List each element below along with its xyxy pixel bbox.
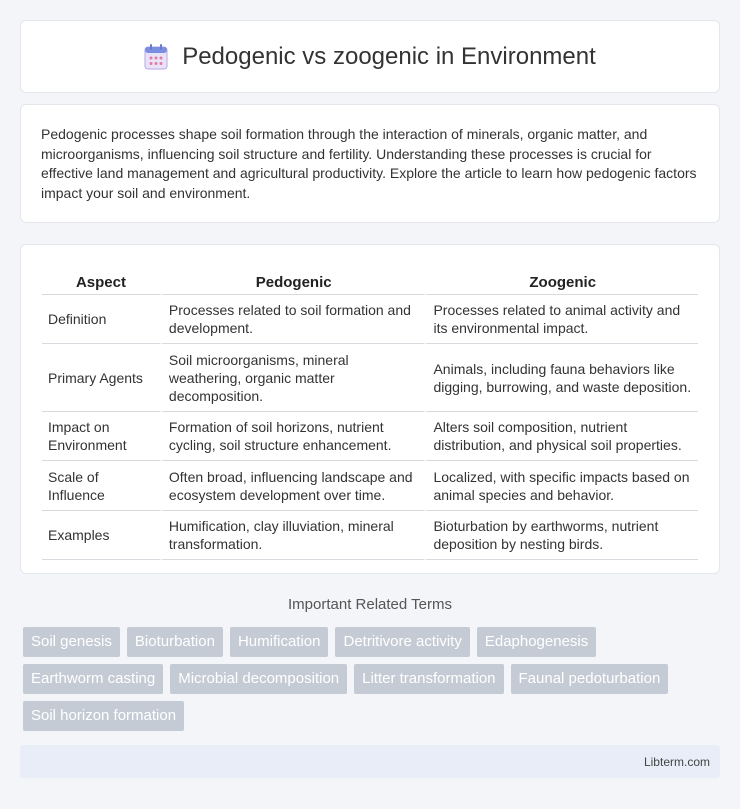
- comparison-table: [42, 265, 698, 560]
- tag-litter-transformation[interactable]: Litter transformation: [354, 664, 503, 694]
- tag-soil-genesis[interactable]: Soil genesis: [23, 627, 120, 657]
- row-aspect: Impact on Environment: [42, 412, 160, 461]
- intro-card: [20, 104, 720, 223]
- page-title: Pedogenic vs zoogenic in Environment: [182, 42, 596, 70]
- tag-bioturbation[interactable]: Bioturbation: [127, 627, 223, 657]
- row-zoogenic: Processes related to animal activity and its environmental impact.: [424, 295, 698, 344]
- row-aspect: Examples: [42, 511, 160, 560]
- table-row: [42, 511, 698, 560]
- header-zoogenic: Zoogenic: [424, 265, 698, 295]
- tag-humification[interactable]: Humification: [230, 627, 329, 657]
- header-card: [20, 20, 720, 93]
- row-pedogenic: Humification, clay illuviation, mineral transformation.: [160, 511, 425, 560]
- related-terms-tags: [23, 627, 723, 738]
- row-aspect: Scale of Influence: [42, 461, 160, 511]
- row-pedogenic: Formation of soil horizons, nutrient cycling, soil structure enhancement.: [160, 412, 425, 461]
- table-row: [42, 412, 698, 461]
- tag-edaphogenesis[interactable]: Edaphogenesis: [477, 627, 596, 657]
- tag-faunal-pedoturbation[interactable]: Faunal pedoturbation: [511, 664, 669, 694]
- related-terms-title: Important Related Terms: [288, 596, 452, 613]
- tag-microbial-decomposition[interactable]: Microbial decomposition: [170, 664, 347, 694]
- row-pedogenic: Processes related to soil formation and development.: [160, 295, 425, 344]
- row-aspect: Definition: [42, 295, 160, 344]
- header-aspect: Aspect: [42, 265, 160, 295]
- tag-detritivore-activity[interactable]: Detritivore activity: [335, 627, 469, 657]
- table-row: [42, 461, 698, 511]
- tag-row: [23, 627, 723, 657]
- footer-site-link[interactable]: Libterm.com: [643, 754, 710, 769]
- table-header-row: [42, 265, 698, 295]
- tag-soil-horizon-formation[interactable]: Soil horizon formation: [23, 701, 184, 731]
- calendar-icon: [144, 44, 168, 70]
- tag-earthworm-casting[interactable]: Earthworm casting: [23, 664, 163, 694]
- row-pedogenic: Often broad, influencing landscape and ecosystem development over time.: [160, 461, 425, 511]
- tag-row: [23, 701, 723, 731]
- row-zoogenic: Alters soil composition, nutrient distribution, and physical soil properties.: [424, 412, 698, 461]
- row-aspect: Primary Agents: [42, 344, 160, 412]
- intro-text: Pedogenic processes shape soil formation through the interaction of minerals, organic matter, and microorganisms, influencing soil structure and fertility. Understanding these processes is crucial for effective land management and agricultural productivity. Explore the article to learn how pedogenic factors impact your soil and environment.: [41, 126, 697, 201]
- tag-row: [23, 664, 723, 694]
- row-zoogenic: Animals, including fauna behaviors like digging, burrowing, and waste deposition.: [424, 344, 698, 412]
- comparison-card: [20, 244, 720, 574]
- table-row: [42, 344, 698, 412]
- row-pedogenic: Soil microorganisms, mineral weathering, organic matter decomposition.: [160, 344, 425, 412]
- header-pedogenic: Pedogenic: [160, 265, 425, 295]
- footer: [20, 745, 720, 778]
- row-zoogenic: Localized, with specific impacts based on animal species and behavior.: [424, 461, 698, 511]
- row-zoogenic: Bioturbation by earthworms, nutrient deposition by nesting birds.: [424, 511, 698, 560]
- table-row: [42, 295, 698, 344]
